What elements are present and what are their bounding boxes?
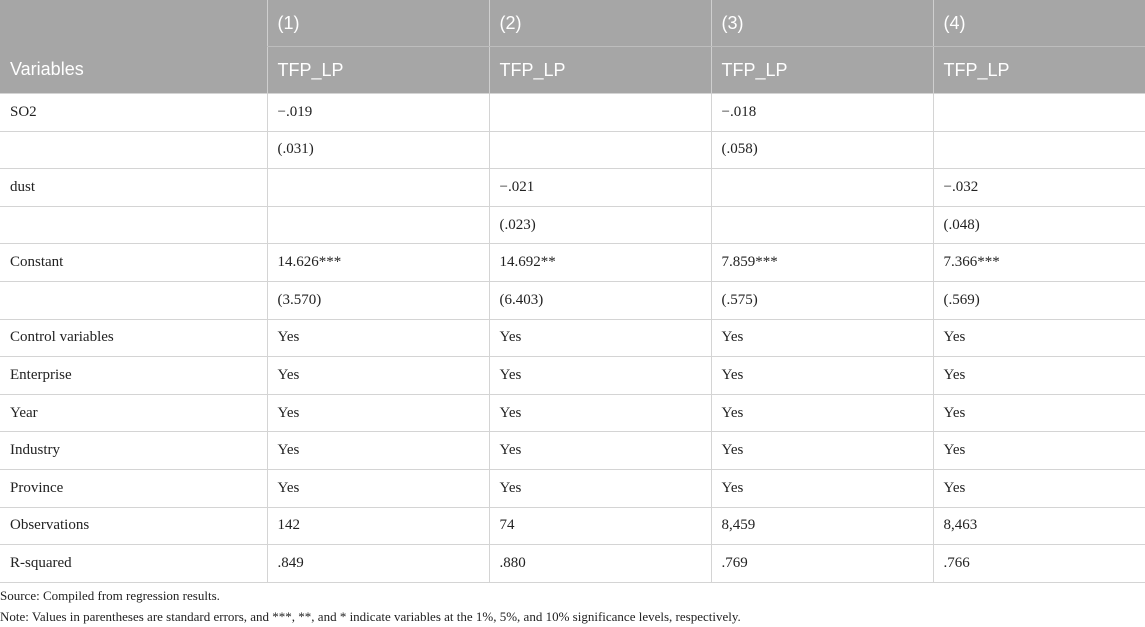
table-cell: Yes (267, 432, 489, 470)
row-label: Control variables (0, 319, 267, 357)
header-row-dependent (0, 47, 1145, 94)
row-label: SO2 (0, 94, 267, 132)
table-cell: Yes (489, 394, 711, 432)
table-row (0, 545, 1145, 583)
row-label: Province (0, 469, 267, 507)
dependent-variable-header: TFP_LP (267, 47, 489, 94)
row-label (0, 206, 267, 244)
table-cell: 14.626*** (267, 244, 489, 282)
row-label (0, 281, 267, 319)
table-row (0, 469, 1145, 507)
table-row (0, 131, 1145, 169)
table-cell: (.031) (267, 131, 489, 169)
table-cell: .766 (933, 545, 1145, 583)
table-cell: Yes (711, 432, 933, 470)
table-cell: (.023) (489, 206, 711, 244)
dependent-variable-header: TFP_LP (933, 47, 1145, 94)
column-number: (2) (489, 0, 711, 47)
table-cell: (3.570) (267, 281, 489, 319)
table-cell (933, 94, 1145, 132)
table-cell: .849 (267, 545, 489, 583)
column-number: (4) (933, 0, 1145, 47)
table-cell: Yes (267, 357, 489, 395)
table-cell: Yes (711, 357, 933, 395)
table-cell: (.569) (933, 281, 1145, 319)
table-cell: −.019 (267, 94, 489, 132)
table-cell: Yes (711, 469, 933, 507)
table-cell: .769 (711, 545, 933, 583)
table-row (0, 394, 1145, 432)
header-row-numbers (0, 0, 1145, 47)
row-label: Enterprise (0, 357, 267, 395)
table-row (0, 94, 1145, 132)
table-cell (489, 131, 711, 169)
table-cell: Yes (489, 319, 711, 357)
table-cell: Yes (267, 319, 489, 357)
column-number: (3) (711, 0, 933, 47)
table-cell: 14.692** (489, 244, 711, 282)
table-cell: −.032 (933, 169, 1145, 207)
table-cell: Yes (267, 394, 489, 432)
table-cell (711, 169, 933, 207)
table-cell: (.058) (711, 131, 933, 169)
significance-note: Note: Values in parentheses are standard errors, and ***, **, and * indicate variables at the 1%, 5%, and 10% significance levels, respectively. (0, 609, 741, 624)
table-row (0, 281, 1145, 319)
table-cell (267, 169, 489, 207)
table-cell: Yes (489, 357, 711, 395)
dependent-variable-header: TFP_LP (711, 47, 933, 94)
row-label: Constant (0, 244, 267, 282)
table-cell: .880 (489, 545, 711, 583)
row-label (0, 131, 267, 169)
table-cell (711, 206, 933, 244)
table-cell: (.575) (711, 281, 933, 319)
table-row (0, 244, 1145, 282)
table-cell: Yes (711, 319, 933, 357)
table-cell: 142 (267, 507, 489, 545)
table-cell: Yes (711, 394, 933, 432)
table-cell: Yes (933, 394, 1145, 432)
table-body (0, 94, 1145, 583)
column-number: (1) (267, 0, 489, 47)
variables-header: Variables (0, 47, 267, 94)
table-cell: 8,463 (933, 507, 1145, 545)
table-cell: 74 (489, 507, 711, 545)
row-label: Observations (0, 507, 267, 545)
table-cell: Yes (933, 432, 1145, 470)
dependent-variable-header: TFP_LP (489, 47, 711, 94)
table-cell: Yes (489, 469, 711, 507)
row-label: Industry (0, 432, 267, 470)
row-label: Year (0, 394, 267, 432)
table-cell: −.021 (489, 169, 711, 207)
table-cell: −.018 (711, 94, 933, 132)
table-row (0, 432, 1145, 470)
table-cell: 7.859*** (711, 244, 933, 282)
table-cell: Yes (933, 319, 1145, 357)
table-cell (489, 94, 711, 132)
table-row (0, 169, 1145, 207)
table-cell: 8,459 (711, 507, 933, 545)
table-cell: Yes (933, 357, 1145, 395)
table-cell: Yes (267, 469, 489, 507)
header-blank-cell (0, 0, 267, 47)
row-label: dust (0, 169, 267, 207)
table-cell: (6.403) (489, 281, 711, 319)
table-notes (0, 585, 1145, 627)
source-note: Source: Compiled from regression results. (0, 588, 220, 603)
row-label: R-squared (0, 545, 267, 583)
table-row (0, 357, 1145, 395)
table-row (0, 206, 1145, 244)
table-cell (267, 206, 489, 244)
table-cell (933, 131, 1145, 169)
table-cell: Yes (933, 469, 1145, 507)
table-row (0, 507, 1145, 545)
table-row (0, 319, 1145, 357)
table-cell: 7.366*** (933, 244, 1145, 282)
table-cell: (.048) (933, 206, 1145, 244)
table-cell: Yes (489, 432, 711, 470)
